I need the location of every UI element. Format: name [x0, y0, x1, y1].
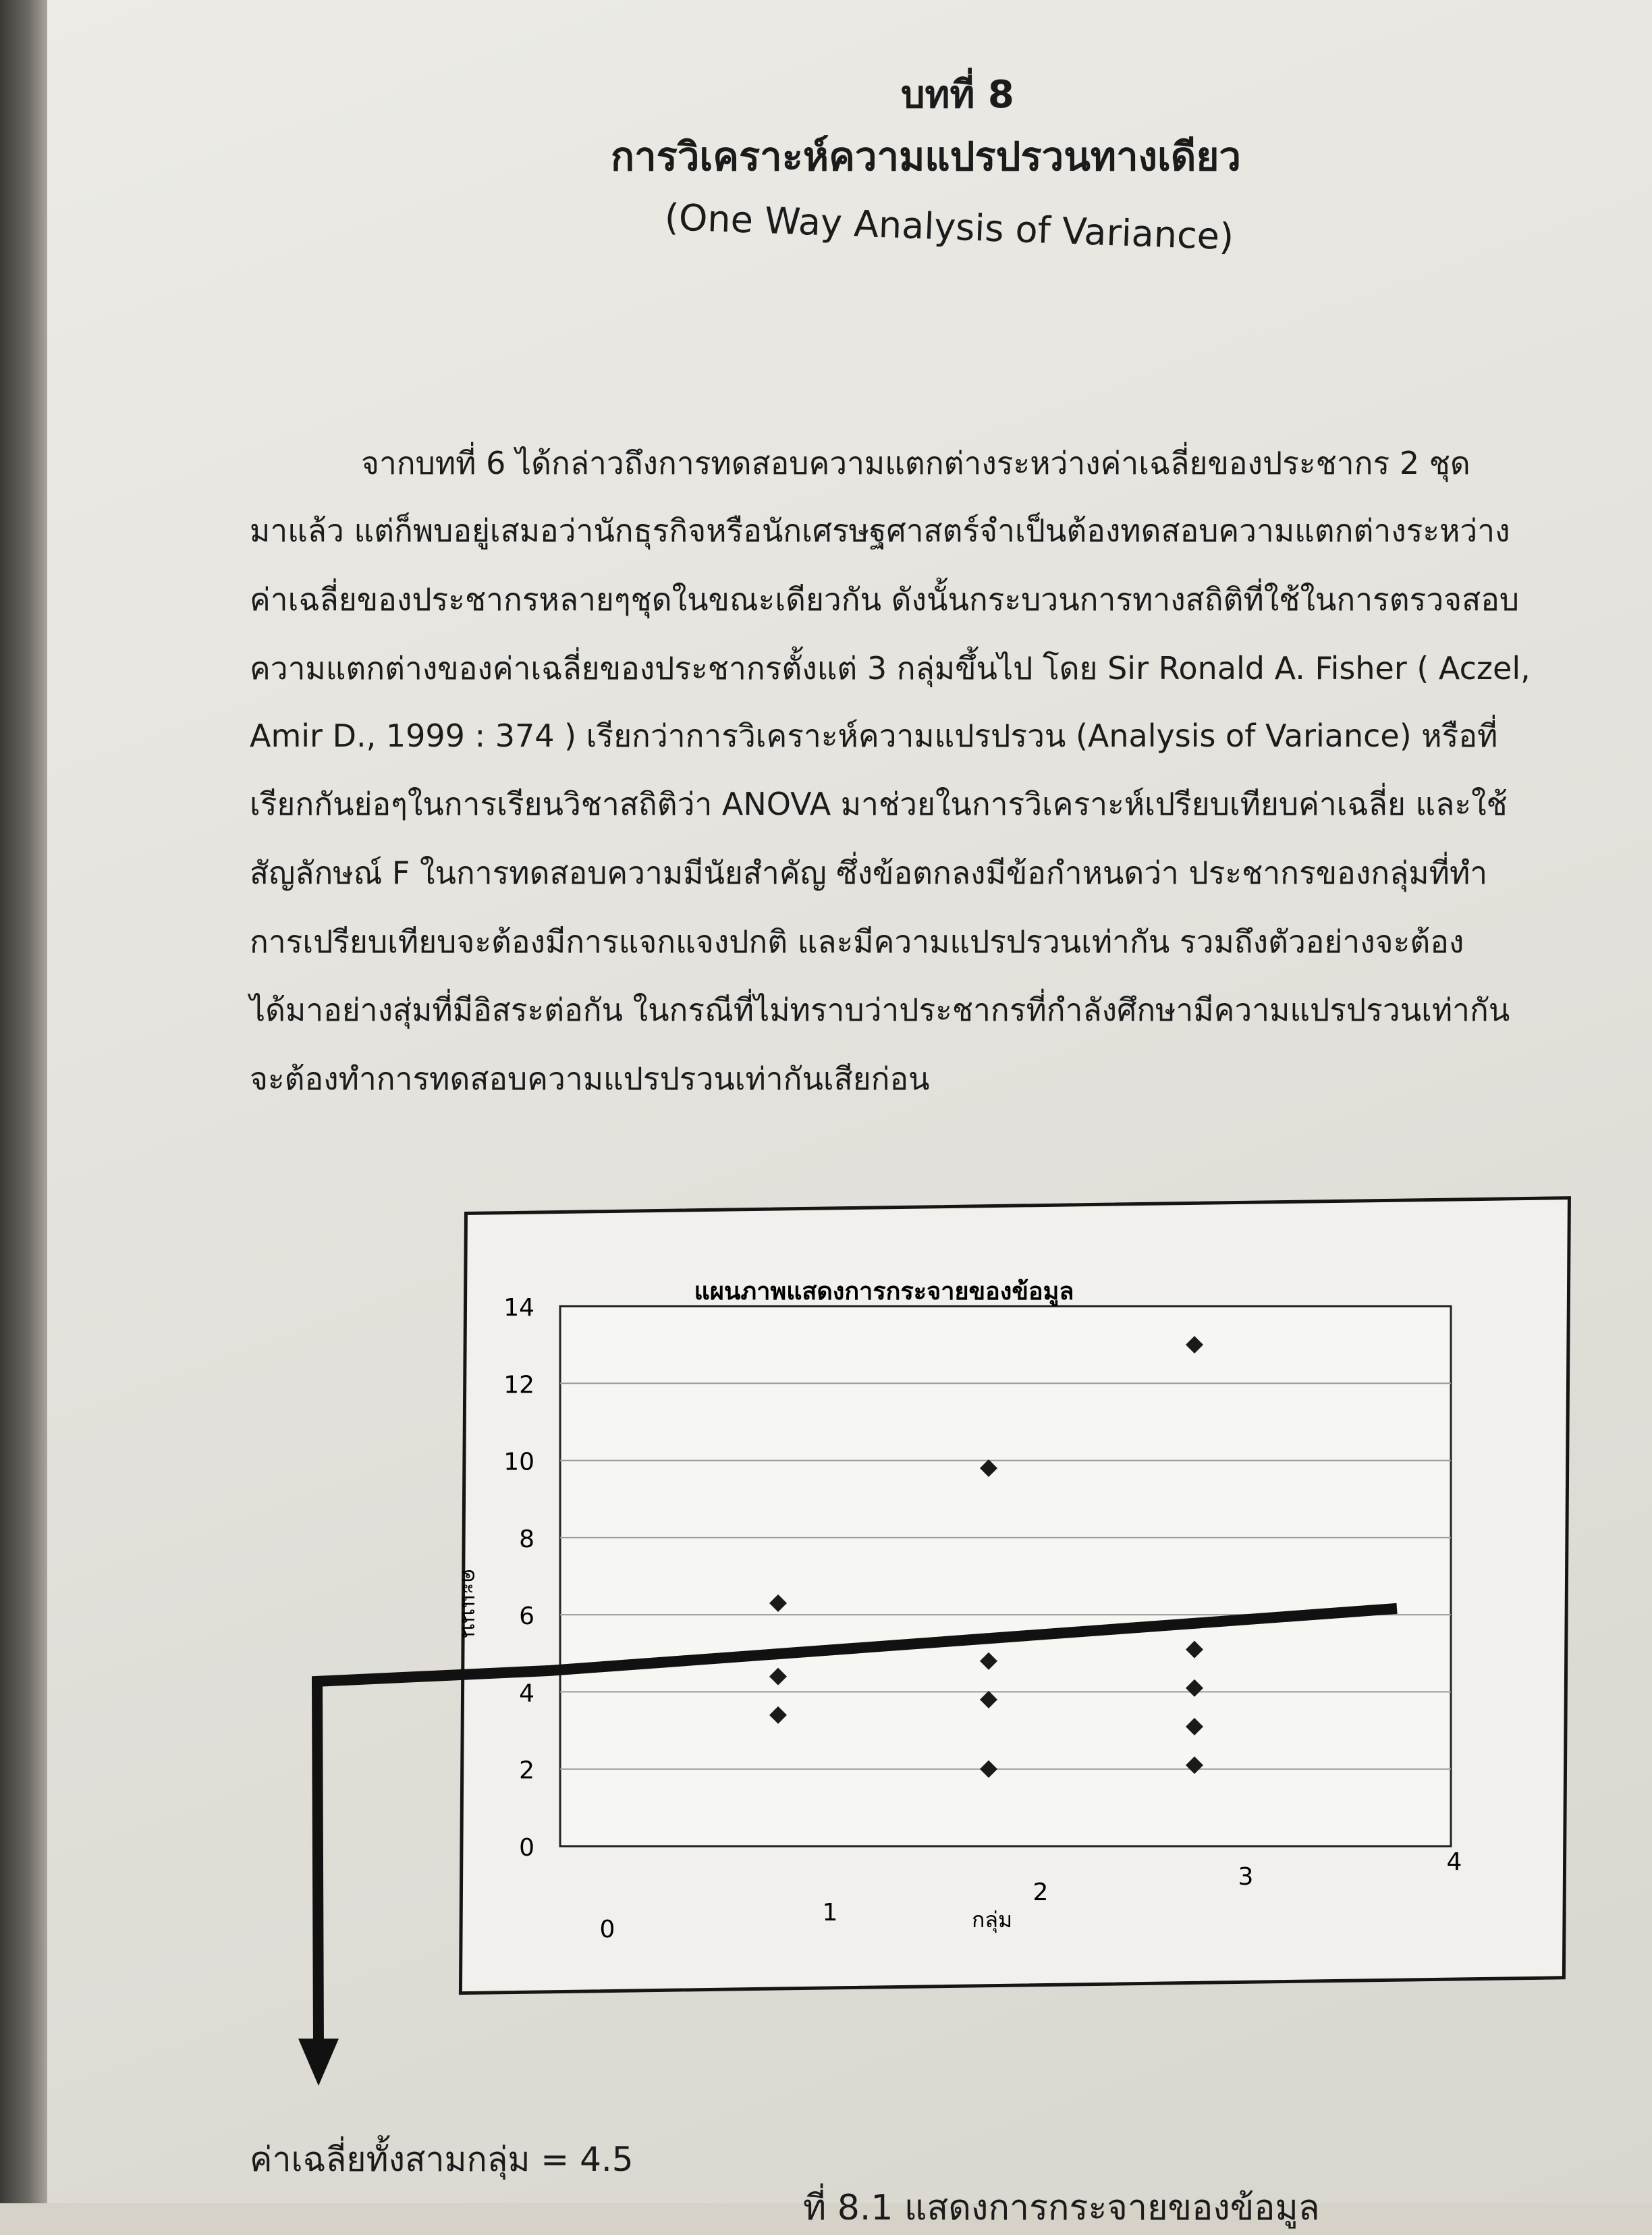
x-tick-label: 4: [1446, 1848, 1462, 1876]
x-tick-label: 0: [599, 1916, 615, 1943]
x-tick-label: 1: [822, 1899, 838, 1927]
y-tick-label: 6: [519, 1603, 534, 1631]
x-tick-label: 3: [1238, 1863, 1254, 1891]
chart-title: แผนภาพแสดงการกระจายของข้อมูล: [694, 1278, 1074, 1305]
scatter-chart: [47, 0, 1652, 2203]
chapter-heading: บทที่ 8: [901, 73, 1014, 117]
book-page: [47, 0, 1652, 2228]
y-tick-label: 2: [519, 1756, 534, 1785]
paragraph-line: การเปรียบเทียบจะต้องมีการแจกแจงปกติ และมีความแปรปรวนเท่ากัน รวมถึงตัวอย่างจะต้อง: [250, 923, 1464, 960]
book-binding-shadow: [0, 0, 47, 2203]
paragraph-line: ความแตกต่างของค่าเฉลี่ยของประชากรตั้งแต่ 3 กลุ่มขึ้นไป โดย Sir Ronald A. Fisher ( Aczel,: [250, 650, 1531, 686]
paragraph-line: ได้มาอย่างสุ่มที่มีอิสระต่อกัน ในกรณีที่ไม่ทราบว่าประชากรที่กำลังศึกษามีความแปรปรวนเท่ากัน: [250, 992, 1510, 1028]
x-axis-label: กลุ่ม: [971, 1907, 1013, 1933]
paragraph-line: เรียกกันย่อๆในการเรียนวิชาสถิติว่า ANOVA มาช่วยในการวิเคราะห์เปรียบเทียบค่าเฉลี่ย และใช้: [250, 786, 1508, 822]
paragraph-line: จากบทที่ 6 ได้กล่าวถึงการทดสอบความแตกต่างระหว่างค่าเฉลี่ยของประชากร 2 ชุด: [361, 445, 1470, 481]
mean-arrow-head: [298, 2039, 339, 2086]
y-axis-label: คะแนน: [457, 1568, 483, 1638]
y-tick-label: 4: [519, 1679, 534, 1708]
paragraph-line: Amir D., 1999 : 374 ) เรียกว่าการวิเคราะห์ความแปรปรวน (Analysis of Variance) หรือที่: [250, 718, 1498, 754]
x-tick-label: 2: [1032, 1879, 1049, 1906]
y-tick-label: 0: [519, 1834, 534, 1862]
y-tick-label: 12: [503, 1371, 534, 1399]
chapter-subtitle: (One Way Analysis of Variance): [663, 196, 1235, 259]
paragraph-line: จะต้องทำการทดสอบความแปรปรวนเท่ากันเสียก่อน: [250, 1060, 930, 1097]
figure-caption: ที่ 8.1 แสดงการกระจายของข้อมูล: [803, 2188, 1320, 2228]
y-tick-label: 10: [503, 1448, 534, 1476]
chapter-title: การวิเคราะห์ความแปรปรวนทางเดียว: [611, 134, 1242, 180]
paragraph-line: มาแล้ว แต่ก็พบอยู่เสมอว่านักธุรกิจหรือนักเศรษฐศาสตร์จำเป็นต้องทดสอบความแตกต่างระหว่าง: [250, 512, 1510, 549]
paragraph-line: สัญลักษณ์ F ในการทดสอบความมีนัยสำคัญ ซึ่งข้อตกลงมีข้อกำหนดว่า ประชากรของกลุ่มที่ทำ: [250, 855, 1488, 891]
mean-annotation: ค่าเฉลี่ยทั้งสามกลุ่ม = 4.5: [250, 2140, 634, 2179]
y-tick-label: 8: [519, 1525, 534, 1553]
paragraph-line: ค่าเฉลี่ยของประชากรหลายๆชุดในขณะเดียวกัน ดังนั้นกระบวนการทางสถิติที่ใช้ในการตรวจสอบ: [250, 581, 1520, 618]
y-tick-label: 14: [503, 1294, 534, 1322]
plot-area: [560, 1306, 1451, 1846]
